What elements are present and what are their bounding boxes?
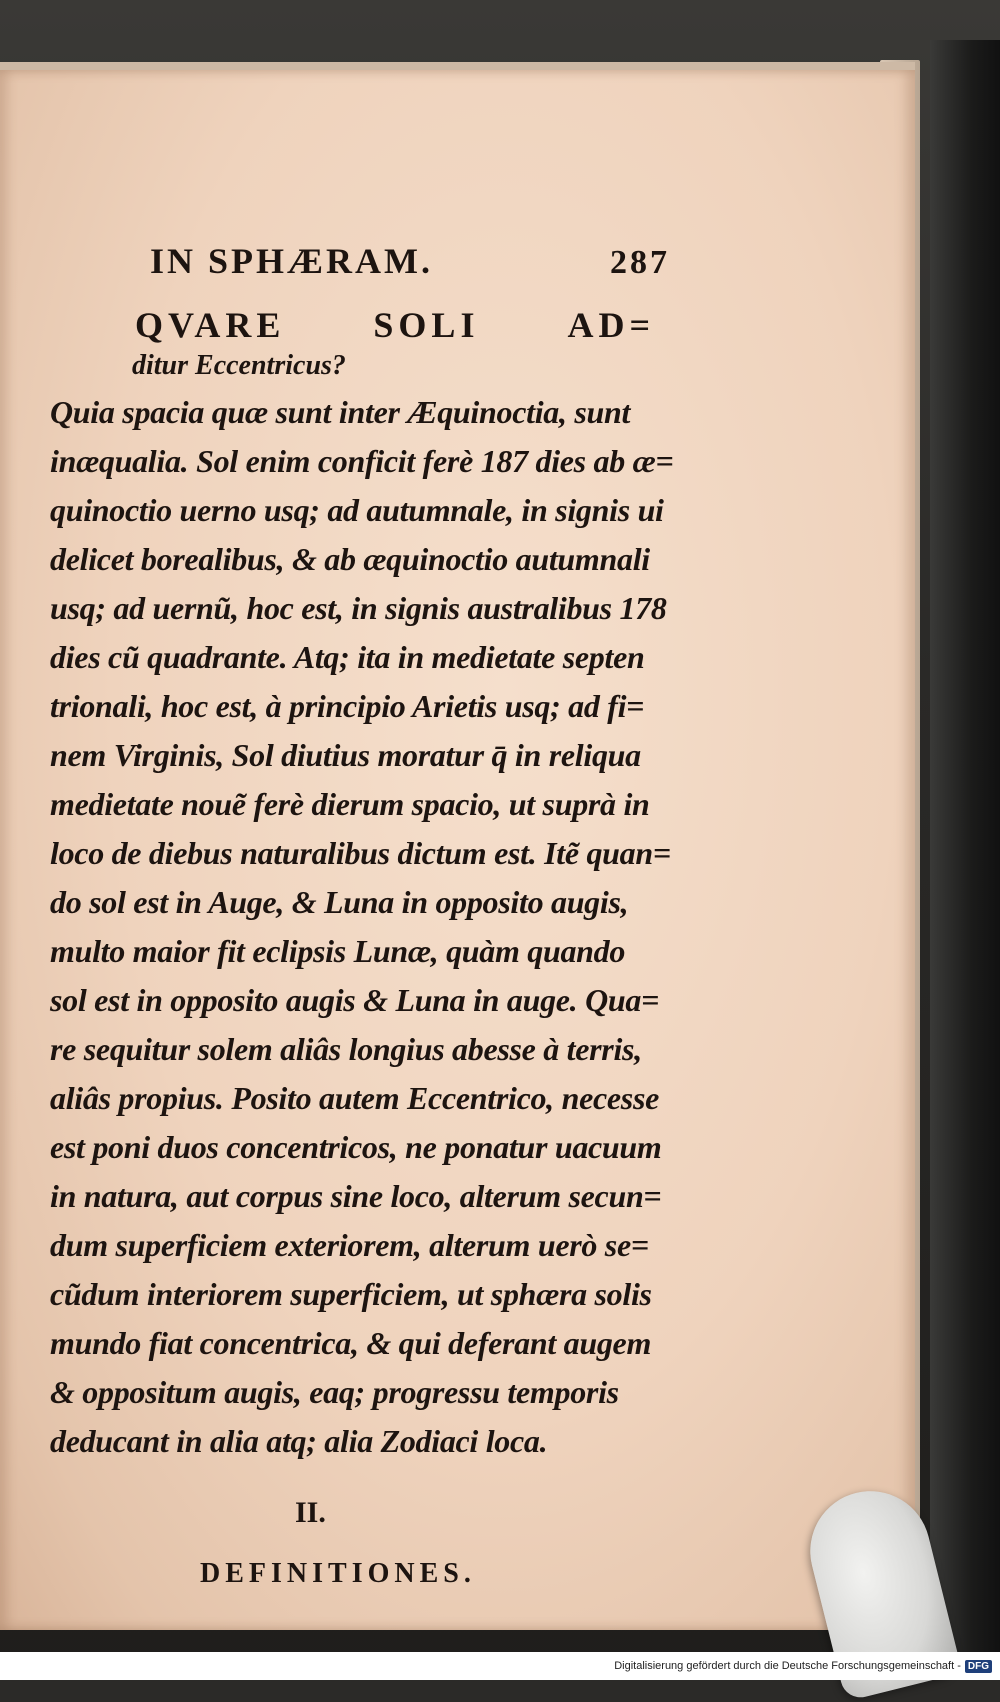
text-line: & oppositum augis, eaq; progressu temporis <box>50 1374 619 1410</box>
text-line: multo maior fit eclipsis Lunæ, quàm quando <box>50 933 626 969</box>
text-line: inæqualia. Sol enim conficit ferè 187 dies ab æ= <box>50 443 674 479</box>
text-line: in natura, aut corpus sine loco, alterum secun= <box>50 1178 662 1214</box>
credit-text: Digitalisierung gefördert durch die Deutsche Forschungsgemeinschaft - <box>614 1660 961 1672</box>
text-line: quinoctio uerno usq; ad autumnale, in signis ui <box>50 492 664 528</box>
text-line: cũdum interiorem superficiem, ut sphæra solis <box>50 1276 652 1312</box>
text-line: usq; ad uernũ, hoc est, in signis australibus 178 <box>50 590 667 626</box>
heading-word: QVARE <box>135 305 286 345</box>
text-line: do sol est in Auge, & Luna in opposito augis, <box>50 884 629 920</box>
page-text-block <box>50 240 680 1590</box>
dfg-logo-icon: DFG <box>965 1660 992 1673</box>
heading-continuation: ditur Eccentricus? <box>132 350 346 381</box>
text-line: aliâs propius. Posito autem Eccentrico, necesse <box>50 1080 659 1116</box>
text-line: nem Virginis, Sol diutius moratur q̄ in reliqua <box>50 737 641 773</box>
text-line: est poni duos concentricos, ne ponatur uacuum <box>50 1129 662 1165</box>
text-line: re sequitur solem aliâs longius abesse à terris, <box>50 1031 642 1067</box>
section-number: II. <box>295 1496 326 1529</box>
text-line: loco de diebus naturalibus dictum est. Itẽ quan= <box>50 835 671 871</box>
page-number: 287 <box>610 244 670 281</box>
text-line: sol est in opposito augis & Luna in auge. Qua= <box>50 982 660 1018</box>
heading-word: AD= <box>567 305 655 345</box>
running-head <box>150 240 670 282</box>
heading-word: SOLI <box>373 305 480 345</box>
section-title: DEFINITIONES. <box>200 1558 476 1589</box>
text-line: delicet borealibus, & ab æquinoctio autumnali <box>50 541 650 577</box>
text-line: Quia spacia quæ sunt inter Æquinoctia, sunt <box>50 394 631 430</box>
book-cover-edge <box>930 40 1000 1660</box>
text-line: trionali, hoc est, à principio Arietis usq; ad fi= <box>50 688 645 724</box>
text-line: dies cũ quadrante. Atq; ita in medietate septen <box>50 639 645 675</box>
body-text <box>50 388 680 1466</box>
text-line: medietate nouẽ ferè dierum spacio, ut suprà in <box>50 786 650 822</box>
question-heading <box>135 304 655 346</box>
digitization-credit-bar <box>0 1652 1000 1680</box>
text-line: dum superficiem exteriorem, alterum uerò se= <box>50 1227 649 1263</box>
running-head-title: IN SPHÆRAM. <box>150 241 433 281</box>
book-page <box>0 62 915 1630</box>
text-line: deducant in alia atq; alia Zodiaci loca. <box>50 1423 548 1459</box>
text-line: mundo fiat concentrica, & qui deferant augem <box>50 1325 652 1361</box>
